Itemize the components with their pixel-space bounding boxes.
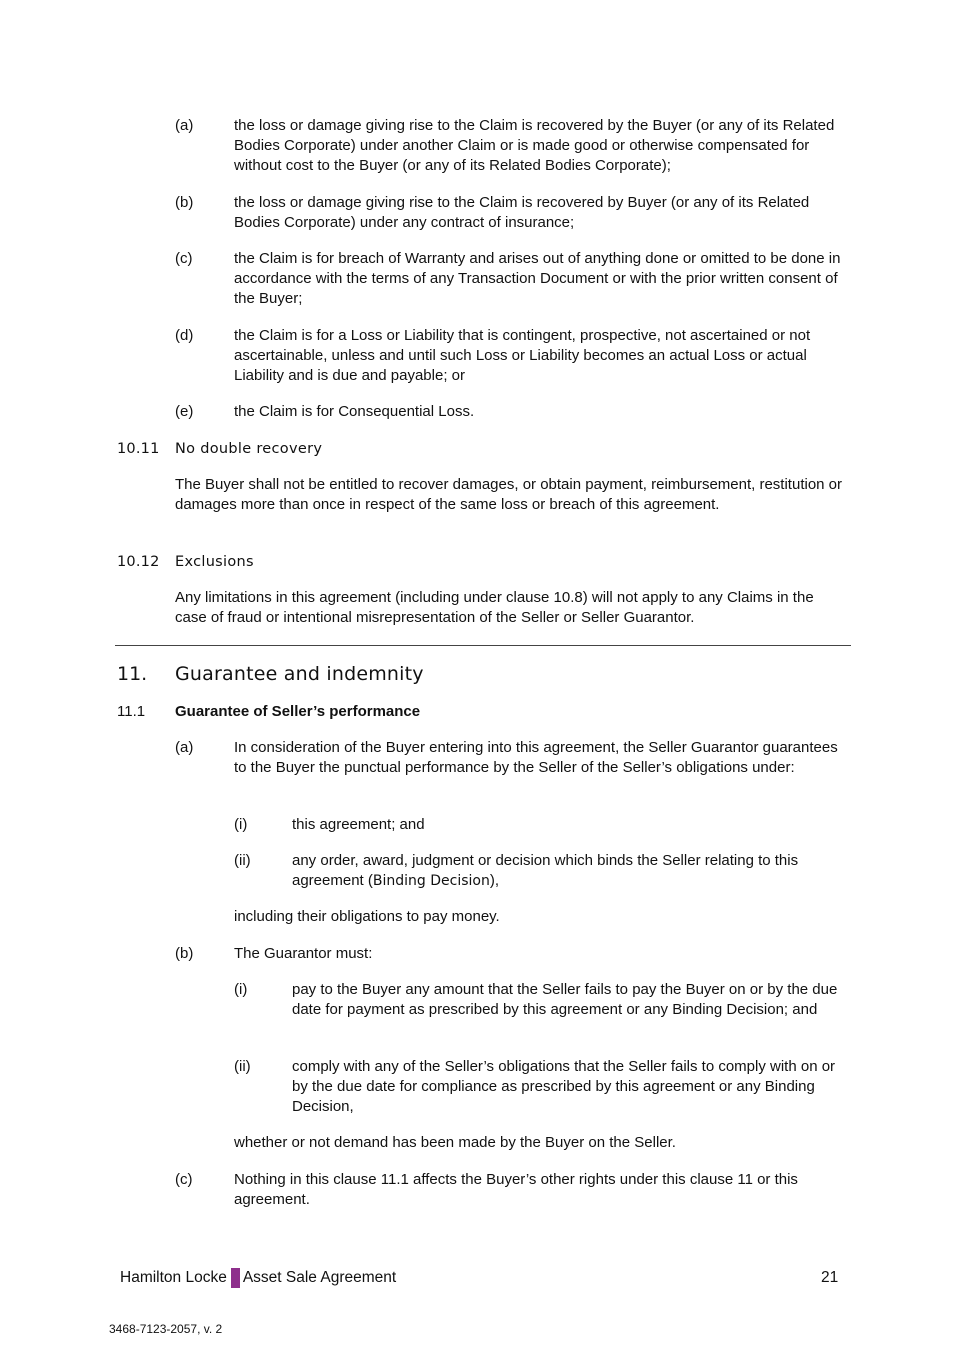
- list-item-label: (e): [175, 403, 194, 420]
- list-item-text: the loss or damage giving rise to the Claim is recovered by Buyer (or any of its Related Bodies Corporate) under any contract of insurance;: [234, 194, 810, 231]
- list-item-text: the loss or damage giving rise to the Claim is recovered by the Buyer (or any of its Related Bodies Corporate) under another Claim or is made good or otherwise compensated for without cost to the Buyer (or any of its Related Bodies Corporate);: [234, 117, 835, 174]
- list-item-label: (c): [175, 1171, 193, 1188]
- list-item-text: The Guarantor must:: [234, 945, 373, 962]
- sub-item-text: [292, 851, 849, 891]
- section-divider: [115, 645, 851, 646]
- footer-document-title: Asset Sale Agreement: [242, 1269, 397, 1286]
- section-body: The Buyer shall not be entitled to recover damages, or obtain payment, reimbursement, restitution or damages more than once in respect of the same loss or breach of this agreement.: [175, 476, 843, 513]
- sub-item-label: (ii): [234, 852, 251, 869]
- sub-item-label: (i): [234, 981, 248, 998]
- page-footer: [120, 1268, 396, 1288]
- list-item-label: (c): [175, 250, 193, 267]
- list-item-label: (b): [175, 945, 194, 962]
- section-number: 10.12: [117, 554, 160, 570]
- section-title: No double recovery: [175, 441, 323, 457]
- list-item-label: (d): [175, 327, 194, 344]
- page-number: 21: [821, 1269, 839, 1286]
- list-item-text: Nothing in this clause 11.1 affects the Buyer’s other rights under this clause 11 or this agreement.: [234, 1171, 798, 1208]
- document-id: 3468-7123-2057, v. 2: [109, 1322, 223, 1336]
- list-closing-text: including their obligations to pay money.: [234, 908, 500, 925]
- list-item-text: the Claim is for breach of Warranty and arises out of anything done or omitted to be done in accordance with the terms of any Transaction Document or with the prior written consent of the Buyer;: [234, 250, 841, 307]
- list-item-label: (a): [175, 739, 194, 756]
- footer-accent-bar: [231, 1268, 240, 1288]
- clause-title: Guarantee of Seller’s performance: [175, 703, 421, 720]
- defined-term: Binding Decision: [372, 873, 490, 889]
- sub-item-label: (ii): [234, 1058, 251, 1075]
- sub-item-text: pay to the Buyer any amount that the Seller fails to pay the Buyer on or by the due date for payment as prescribed by this agreement or any Binding Decision; and: [292, 981, 838, 1018]
- list-item-text: In consideration of the Buyer entering into this agreement, the Seller Guarantor guarantees to the Buyer the punctual performance by the Seller of the Seller’s obligations under:: [234, 739, 838, 776]
- list-item-text: the Claim is for a Loss or Liability that is contingent, prospective, not ascertained or not ascertainable, unless and until such Loss or Liability becomes an actual Loss or actual Liability and is due and payable; or: [234, 327, 811, 384]
- list-closing-text: whether or not demand has been made by the Buyer on the Seller.: [234, 1134, 676, 1151]
- sub-item-text: this agreement; and: [292, 816, 425, 833]
- list-item-text: the Claim is for Consequential Loss.: [234, 403, 475, 420]
- clause-number: 11.1: [117, 703, 146, 720]
- list-item-label: (b): [175, 194, 194, 211]
- sub-item-text-part: any order, award, judgment or decision which binds the Seller relating to this agreement (: [292, 852, 799, 889]
- section-body: Any limitations in this agreement (including under clause 10.8) will not apply to any Claims in the case of fraud or intentional misrepresentation of the Seller or Seller Guarantor.: [175, 589, 814, 626]
- chapter-number: 11.: [117, 663, 148, 685]
- chapter-title: Guarantee and indemnity: [175, 663, 424, 685]
- section-title: Exclusions: [175, 554, 254, 570]
- section-number: 10.11: [117, 441, 160, 457]
- list-item-label: (a): [175, 117, 194, 134]
- sub-item-label: (i): [234, 816, 248, 833]
- footer-firm-name: Hamilton Locke: [120, 1269, 227, 1286]
- sub-item-text: comply with any of the Seller’s obligations that the Seller fails to comply with on or by the due date for compliance as prescribed by this agreement or any Binding Decision,: [292, 1058, 836, 1115]
- sub-item-text-part: ),: [489, 872, 500, 889]
